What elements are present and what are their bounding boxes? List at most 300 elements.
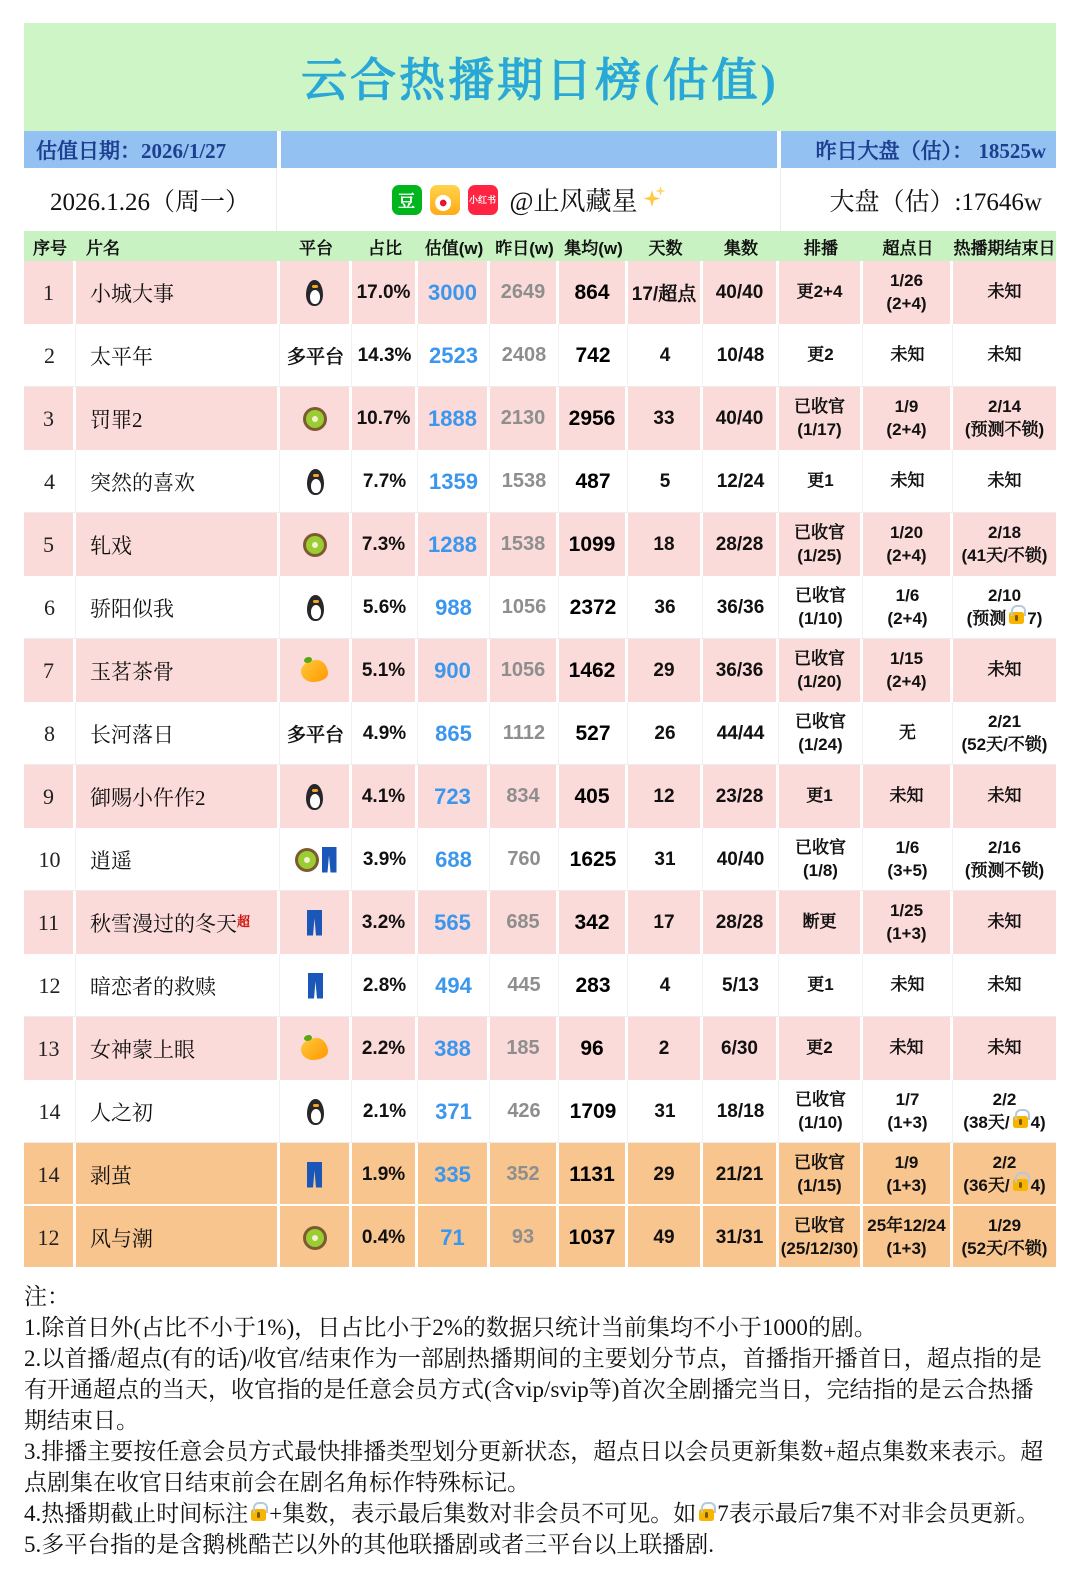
cell-line: 2/16	[987, 838, 1022, 858]
avg-cell: 1625	[559, 828, 628, 891]
yesterday-cell: 426	[490, 1080, 559, 1143]
avg-cell: 1131	[559, 1143, 628, 1206]
title-cell: 骄阳似我	[76, 576, 280, 639]
table-row	[24, 324, 1056, 387]
schedule-cell	[779, 765, 863, 828]
rank-cell: 6	[24, 576, 76, 639]
schedule-cell	[779, 513, 863, 576]
yesterday-cell: 93	[490, 1206, 559, 1269]
schedule-cell	[779, 954, 863, 1017]
episodes-cell: 12/24	[703, 450, 779, 513]
cell-line: (1/25)	[797, 545, 842, 565]
title-cell: 长河落日	[76, 702, 280, 765]
cell-line: 已收官	[795, 712, 846, 732]
rank-cell: 7	[24, 639, 76, 702]
cell-line: (1/10)	[798, 608, 843, 628]
header-platform: 平台	[299, 238, 333, 258]
table-row	[24, 387, 1056, 450]
days-cell: 49	[628, 1206, 703, 1269]
end-day-cell	[953, 387, 1056, 450]
estimate-cell: 1288	[418, 513, 490, 576]
estimate-cell: 494	[418, 954, 490, 1017]
episodes-cell: 31/31	[703, 1206, 779, 1269]
youku-jeans-icon	[307, 1162, 322, 1188]
platform-cell	[280, 1143, 352, 1206]
end-day-cell	[953, 261, 1056, 324]
vip-day-cell	[863, 513, 953, 576]
table-row	[24, 828, 1056, 891]
header-estimate: 估值(w)	[424, 238, 484, 258]
rank-cell: 8	[24, 702, 76, 765]
cell-line: 未知	[987, 282, 1022, 302]
days-cell: 4	[628, 954, 703, 1017]
cell-line: 未知	[987, 660, 1022, 680]
cell-line: 已收官	[794, 523, 845, 543]
schedule-cell	[779, 324, 863, 387]
title-cell: 秋雪漫过的冬天 超	[76, 891, 280, 954]
rank-cell: 5	[24, 513, 76, 576]
schedule-cell	[779, 1143, 863, 1206]
cell-line: (3+5)	[887, 860, 928, 880]
platform-cell	[280, 828, 352, 891]
cell-line: (预测不锁)	[964, 860, 1045, 880]
end-day-cell	[953, 1017, 1056, 1080]
cell-line: 2/2	[992, 1153, 1017, 1173]
estimate-cell: 1888	[418, 387, 490, 450]
header-schedule: 排播	[804, 238, 838, 258]
share-cell: 7.3%	[352, 513, 418, 576]
iqiyi-kiwi-icon	[295, 848, 319, 872]
days-cell: 31	[628, 828, 703, 891]
end-day-cell	[953, 1143, 1056, 1206]
platform-cell	[280, 1206, 352, 1269]
cell-line: 2/2	[992, 1090, 1017, 1110]
share-cell: 2.8%	[352, 954, 418, 1017]
rank-cell: 12	[24, 1206, 76, 1269]
cell-line: 2/18	[987, 523, 1022, 543]
title-cell: 罚罪2	[76, 387, 280, 450]
table-row	[24, 702, 1056, 765]
episodes-cell: 40/40	[703, 387, 779, 450]
table-row	[24, 576, 1056, 639]
cell-line: (1/24)	[798, 734, 843, 754]
title-cell: 太平年	[76, 324, 280, 387]
cell-line: 1/6	[895, 586, 920, 606]
share-cell: 0.4%	[352, 1206, 418, 1269]
end-day-cell	[953, 639, 1056, 702]
share-cell: 14.3%	[352, 324, 418, 387]
lock-icon	[1009, 612, 1024, 624]
avg-cell: 283	[559, 954, 628, 1017]
cell-line: 1/9	[894, 397, 919, 417]
cell-line: 未知	[890, 345, 925, 365]
cell-line: 未知	[987, 1038, 1022, 1058]
vip-day-cell	[863, 1017, 953, 1080]
title-cell: 风与潮	[76, 1206, 280, 1269]
cell-line: 未知	[987, 786, 1022, 806]
share-cell: 3.2%	[352, 891, 418, 954]
estimate-cell: 335	[418, 1143, 490, 1206]
schedule-cell	[779, 387, 863, 450]
estimate-cell: 2523	[418, 324, 490, 387]
title-cell: 小城大事	[76, 261, 280, 324]
vip-day-cell	[863, 765, 953, 828]
cell-line: (2+4)	[886, 419, 927, 439]
cell-line: 已收官	[794, 397, 845, 417]
episodes-cell: 10/48	[703, 324, 779, 387]
schedule-cell	[779, 891, 863, 954]
platform-cell	[280, 576, 352, 639]
episodes-cell: 44/44	[703, 702, 779, 765]
vip-day-cell	[863, 261, 953, 324]
episodes-cell: 28/28	[703, 891, 779, 954]
vip-day-cell	[863, 1143, 953, 1206]
yesterday-cell: 2130	[490, 387, 559, 450]
table-row	[24, 954, 1056, 1017]
date-bar	[24, 168, 1056, 231]
days-cell: 36	[628, 576, 703, 639]
rank-cell: 14	[24, 1143, 76, 1206]
table-row	[24, 891, 1056, 954]
days-cell: 29	[628, 1143, 703, 1206]
cell-line: 1/26	[889, 271, 924, 291]
cell-line: (1+3)	[886, 1175, 927, 1195]
cell-line: 未知	[889, 1038, 924, 1058]
platform-cell	[280, 450, 352, 513]
estimate-cell: 371	[418, 1080, 490, 1143]
share-cell: 10.7%	[352, 387, 418, 450]
estimate-cell: 900	[418, 639, 490, 702]
cell-line: 更1	[806, 786, 833, 806]
tencent-penguin-icon	[306, 784, 323, 810]
header-share: 占比	[368, 238, 402, 258]
cell-line: (52天/不锁)	[961, 734, 1048, 754]
share-cell: 5.6%	[352, 576, 418, 639]
tencent-penguin-icon	[307, 595, 324, 621]
table-row	[24, 1017, 1056, 1080]
cell-line: 1/29	[987, 1216, 1022, 1236]
estimate-cell: 688	[418, 828, 490, 891]
table-row	[24, 1206, 1056, 1269]
title-cell: 突然的喜欢	[76, 450, 280, 513]
author-handle: @止风藏星	[510, 181, 666, 218]
yesterday-cell: 1538	[490, 450, 559, 513]
header-vip-day: 超点日	[882, 238, 934, 258]
estimate-cell: 865	[418, 702, 490, 765]
cell-line: (52天/不锁)	[961, 1238, 1048, 1258]
note-line: 2.以首播/超点(有的话)/收官/结束作为一部剧热播期间的主要划分节点，首播指开播首日，超点指的是有开通超点的当天，收官指的是任意会员方式(含vip/svip等)首次全剧播完当日，完结指的是云合热播期结束日。	[24, 1346, 1042, 1433]
cell-line: 断更	[802, 912, 837, 932]
cell-line: (1/17)	[797, 419, 842, 439]
weibo-icon	[430, 185, 460, 215]
platform-cell	[280, 1080, 352, 1143]
yesterday-cell: 1112	[490, 702, 559, 765]
yesterday-cell: 1056	[490, 576, 559, 639]
share-cell: 7.7%	[352, 450, 418, 513]
info-bar	[24, 131, 1056, 168]
vip-day-cell	[863, 576, 953, 639]
vip-day-cell	[863, 702, 953, 765]
share-cell: 1.9%	[352, 1143, 418, 1206]
cell-line: (38天/ 4)	[963, 1112, 1046, 1132]
note-line: 4.热播期截止时间标注 +集数，表示最后集数对非会员不可见。如 7表示最后7集不对非会员更新。	[24, 1501, 1040, 1526]
page-title: 云合热播期日榜(估值)	[301, 55, 779, 106]
episodes-cell: 36/36	[703, 576, 779, 639]
tencent-penguin-icon	[306, 280, 323, 306]
vip-day-cell	[863, 1206, 953, 1269]
episodes-cell: 6/30	[703, 1017, 779, 1080]
yesterday-cell: 1056	[490, 639, 559, 702]
lock-icon	[699, 1509, 714, 1521]
platform-cell	[280, 639, 352, 702]
cell-line: (2+4)	[886, 671, 927, 691]
cell-line: (2+4)	[886, 293, 927, 313]
notes-section	[24, 1273, 1056, 1560]
estimate-cell: 388	[418, 1017, 490, 1080]
yesterday-cell: 834	[490, 765, 559, 828]
title-cell: 暗恋者的救赎	[76, 954, 280, 1017]
platform-cell: 多平台	[280, 324, 352, 387]
vip-day-cell	[863, 891, 953, 954]
table-row	[24, 261, 1056, 324]
lock-icon	[1013, 1179, 1028, 1191]
platform-cell	[280, 387, 352, 450]
cell-line: 未知	[987, 975, 1022, 995]
end-day-cell	[953, 891, 1056, 954]
days-cell: 12	[628, 765, 703, 828]
table-row	[24, 513, 1056, 576]
cell-line: 1/15	[889, 649, 924, 669]
avg-cell: 1462	[559, 639, 628, 702]
youku-jeans-icon	[307, 910, 322, 936]
vip-day-cell	[863, 450, 953, 513]
cell-line: (1/20)	[797, 671, 842, 691]
note-line: 3.排播主要按任意会员方式最快排播类型划分更新状态，超点日以会员更新集数+超点集数来表示。超点剧集在收官日结束前会在剧名角标作特殊标记。	[24, 1439, 1044, 1495]
credit-line	[277, 168, 781, 231]
title-cell: 玉茗茶骨	[76, 639, 280, 702]
cell-line: 更2	[806, 1038, 833, 1058]
schedule-cell	[779, 576, 863, 639]
info-bar-spacer	[281, 131, 777, 168]
avg-cell: 1037	[559, 1206, 628, 1269]
cell-line: (41天/不锁)	[961, 545, 1048, 565]
schedule-cell	[779, 828, 863, 891]
cell-line: 1/7	[895, 1090, 920, 1110]
tencent-penguin-icon	[307, 1099, 324, 1125]
yesterday-cell: 352	[490, 1143, 559, 1206]
ranking-table	[24, 231, 1056, 1269]
episodes-cell: 18/18	[703, 1080, 779, 1143]
avg-cell: 1709	[559, 1080, 628, 1143]
cell-line: (25/12/30)	[780, 1238, 859, 1258]
avg-cell: 405	[559, 765, 628, 828]
cell-line: 1/25	[889, 901, 924, 921]
mango-tv-icon	[301, 1038, 328, 1060]
platform-cell: 多平台	[280, 702, 352, 765]
rank-cell: 14	[24, 1080, 76, 1143]
cell-line: 1/9	[894, 1153, 919, 1173]
cell-line: (2+4)	[887, 608, 928, 628]
cell-line: 未知	[987, 345, 1022, 365]
avg-cell: 742	[559, 324, 628, 387]
end-day-cell	[953, 702, 1056, 765]
estimate-cell: 3000	[418, 261, 490, 324]
days-cell: 4	[628, 324, 703, 387]
yesterday-cell: 685	[490, 891, 559, 954]
episodes-cell: 28/28	[703, 513, 779, 576]
vip-day-cell	[863, 324, 953, 387]
iqiyi-kiwi-icon	[303, 407, 327, 431]
title-cell: 轧戏	[76, 513, 280, 576]
rank-cell: 3	[24, 387, 76, 450]
days-cell: 31	[628, 1080, 703, 1143]
lock-icon	[251, 1509, 266, 1521]
sparkle-icon	[643, 188, 665, 210]
youku-jeans-icon	[308, 973, 323, 999]
title-cell: 女神蒙上眼	[76, 1017, 280, 1080]
cell-line: 更1	[807, 471, 834, 491]
table-row	[24, 639, 1056, 702]
yesterday-cell: 760	[490, 828, 559, 891]
table-body	[24, 261, 1056, 1269]
cell-line: 2/10	[987, 586, 1022, 606]
cell-line: (预测不锁)	[964, 419, 1045, 439]
yesterday-cell: 2408	[490, 324, 559, 387]
end-day-cell	[953, 513, 1056, 576]
cell-line: 已收官	[794, 1216, 845, 1236]
cell-line: 未知	[889, 786, 924, 806]
super-point-mark: 超	[237, 914, 251, 929]
vip-day-cell	[863, 954, 953, 1017]
iqiyi-kiwi-icon	[303, 533, 327, 557]
cell-line: (36天/ 4)	[963, 1175, 1046, 1195]
avg-cell: 527	[559, 702, 628, 765]
share-cell: 4.1%	[352, 765, 418, 828]
yesterday-cell: 445	[490, 954, 559, 1017]
schedule-cell	[779, 261, 863, 324]
avg-cell: 1099	[559, 513, 628, 576]
cell-line: 已收官	[795, 586, 846, 606]
lock-icon	[1013, 1116, 1028, 1128]
rank-cell: 10	[24, 828, 76, 891]
platform-cell	[280, 891, 352, 954]
schedule-cell	[779, 1017, 863, 1080]
estimate-date: 估值日期：2026/1/27	[24, 131, 277, 168]
cell-line: (1/8)	[803, 860, 838, 880]
table-row	[24, 1080, 1056, 1143]
cell-line: 已收官	[795, 838, 846, 858]
cell-line: (1/10)	[798, 1112, 843, 1132]
table-row	[24, 765, 1056, 828]
cell-line: (1+3)	[886, 923, 927, 943]
youku-jeans-icon	[322, 847, 337, 873]
cell-line: 已收官	[794, 1153, 845, 1173]
cell-line: (1+3)	[887, 1112, 928, 1132]
cell-line: 未知	[987, 471, 1022, 491]
xiaohongshu-icon: 小红书	[468, 185, 498, 215]
rank-cell: 9	[24, 765, 76, 828]
episodes-cell: 40/40	[703, 828, 779, 891]
platform-cell	[280, 1017, 352, 1080]
avg-cell: 864	[559, 261, 628, 324]
cell-line: 未知	[987, 912, 1022, 932]
days-cell: 17	[628, 891, 703, 954]
estimate-cell: 71	[418, 1206, 490, 1269]
header-episodes: 集数	[724, 238, 758, 258]
rank-cell: 13	[24, 1017, 76, 1080]
cell-line: 已收官	[794, 649, 845, 669]
share-cell: 2.1%	[352, 1080, 418, 1143]
vip-day-cell	[863, 639, 953, 702]
header-yesterday: 昨日(w)	[495, 238, 554, 258]
rank-cell: 12	[24, 954, 76, 1017]
episodes-cell: 21/21	[703, 1143, 779, 1206]
end-day-cell	[953, 1080, 1056, 1143]
cell-line: 已收官	[795, 1090, 846, 1110]
report-date: 2026.1.26（周一）	[24, 168, 277, 231]
vip-day-cell	[863, 1080, 953, 1143]
yesterday-cell: 185	[490, 1017, 559, 1080]
today-market-total: 大盘（估）:17646w	[829, 188, 1042, 216]
yesterday-cell: 2649	[490, 261, 559, 324]
vip-day-cell	[863, 387, 953, 450]
cell-line: (1/15)	[797, 1175, 842, 1195]
yesterday-market-total: 昨日大盘（估）： 18525w	[781, 131, 1056, 168]
platform-cell	[280, 261, 352, 324]
avg-cell: 2956	[559, 387, 628, 450]
cell-line: 未知	[890, 471, 925, 491]
cell-line: 更2	[807, 345, 834, 365]
end-day-cell	[953, 1206, 1056, 1269]
episodes-cell: 40/40	[703, 261, 779, 324]
end-day-cell	[953, 576, 1056, 639]
tencent-penguin-icon	[307, 469, 324, 495]
episodes-cell: 36/36	[703, 639, 779, 702]
cell-line: 25年12/24	[867, 1216, 946, 1236]
platform-cell	[280, 513, 352, 576]
days-cell: 29	[628, 639, 703, 702]
avg-cell: 2372	[559, 576, 628, 639]
cell-line: 1/20	[889, 523, 924, 543]
note-line: 1.除首日外(占比不小于1%)，日占比小于2%的数据只统计当前集均不小于1000的剧。	[24, 1315, 877, 1340]
title-cell: 逍遥	[76, 828, 280, 891]
cell-line: 更2+4	[796, 282, 843, 302]
iqiyi-kiwi-icon	[303, 1226, 327, 1250]
cell-line: 未知	[890, 975, 925, 995]
days-cell: 18	[628, 513, 703, 576]
cell-line: 2/14	[987, 397, 1022, 417]
rank-cell: 11	[24, 891, 76, 954]
estimate-cell: 565	[418, 891, 490, 954]
episodes-cell: 5/13	[703, 954, 779, 1017]
header-episode-avg: 集均(w)	[564, 238, 623, 258]
share-cell: 5.1%	[352, 639, 418, 702]
end-day-cell	[953, 450, 1056, 513]
rank-cell: 2	[24, 324, 76, 387]
days-cell: 17/超点	[628, 261, 703, 324]
end-day-cell	[953, 954, 1056, 1017]
episodes-cell: 23/28	[703, 765, 779, 828]
avg-cell: 342	[559, 891, 628, 954]
days-cell: 33	[628, 387, 703, 450]
cell-line: (2+4)	[886, 545, 927, 565]
mango-tv-icon	[301, 660, 328, 682]
vip-day-cell	[863, 828, 953, 891]
platform-cell	[280, 765, 352, 828]
banner	[24, 23, 1056, 131]
table-row	[24, 1143, 1056, 1206]
table-row	[24, 450, 1056, 513]
